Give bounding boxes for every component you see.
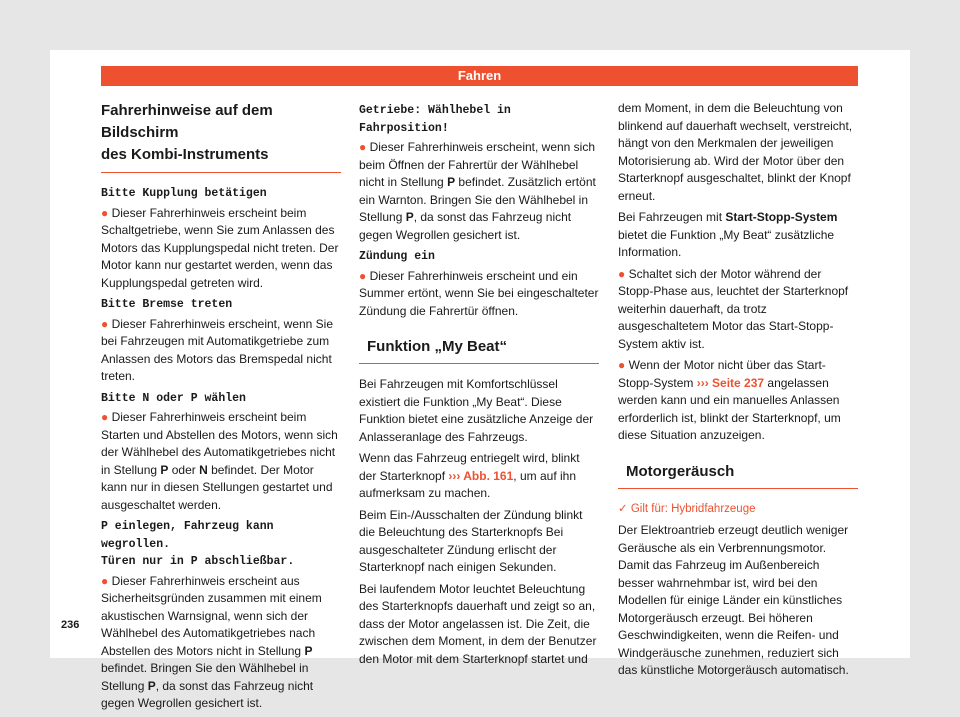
column-2 — [359, 100, 599, 672]
page-link[interactable]: ››› Seite 237 — [696, 375, 765, 390]
chapter-title — [101, 100, 341, 173]
section-header-band — [101, 66, 858, 86]
paragraph: ● Wenn der Motor nicht über das Start-Stopp-System ››› Seite 237 angelassen werden kann und ein manuelles Anlassen erforderlich ist, blinkt der Starterknopf, um diese Situation anzuzeigen. — [618, 358, 841, 442]
section-header: Fahren — [457, 68, 502, 83]
paragraph: ● Schaltet sich der Motor während der Stopp-Phase aus, leuchtet der Starterknopf weiterhin dauerhaft, da trotz ausgeschaltetem Motor das Start-Stopp-System aktiv ist. — [618, 266, 849, 351]
message-heading: P einlegen, Fahrzeug kann wegrollen. Türen nur in P abschließbar. — [101, 520, 295, 568]
bullet-icon: ● — [101, 410, 112, 424]
bullet-icon: ● — [101, 205, 112, 220]
bullet-icon: ● — [618, 266, 629, 281]
message-heading: Zündung ein — [359, 250, 435, 263]
paragraph: ● Dieser Fahrerhinweis erscheint aus Sicherheitsgründen zusammen mit einem akustischen Warnsignal, wenn sich der Wählhebel des Automatikgetriebes nach Abstellen des Motors nicht in Stellung P befindet. Bringen Sie den Wählhebel in Stellung P, da sonst das Fahrzeug nicht gegen Wegrollen gesichert ist. — [101, 573, 322, 710]
checkmark-icon: ✓ — [618, 502, 631, 515]
paragraph: ● Dieser Fahrerhinweis erscheint, wenn Sie bei Fahrzeugen mit Automatikgetriebe zum Anlassen des Motors das Bremspedal nicht treten. — [101, 316, 334, 383]
message-heading: Bitte N oder P wählen — [101, 391, 246, 405]
figure-link[interactable]: ››› Abb. 161 — [448, 468, 514, 483]
paragraph: Beim Ein-/Ausschalten der Zündung blinkt die Beleuchtung des Starterknopfs Bei ausgeschalteter Zündung erlischt der Starterknopf nach einigen Sekunden. — [359, 507, 583, 574]
applies-to-note: ✓ Gilt für: Hybridfahrzeuge — [618, 502, 756, 515]
paragraph: Bei Fahrzeugen mit Start-Stopp-System bietet die Funktion „My Beat“ zusätzliche Information. — [618, 210, 838, 259]
message-heading: Bitte Bremse treten — [101, 298, 233, 311]
bullet-icon: ● — [618, 358, 629, 372]
column-1 — [101, 100, 341, 717]
section-title-motorgeraeusch: Motorgeräusch — [618, 461, 858, 489]
chapter-title-line-1: Fahrerhinweise auf dem Bildschirm — [101, 102, 273, 141]
paragraph: Bei Fahrzeugen mit Komfortschlüssel existiert die Funktion „My Beat“. Diese Funktion bietet eine zusätzliche Anzeige der Anlasseranlage des Fahrzeugs. — [359, 377, 594, 444]
paragraph: ● Dieser Fahrerhinweis erscheint beim Schaltgetriebe, wenn Sie zum Anlassen des Motors das Kupplungspedal nicht treten. Der Motor kann nur gestartet werden, wenn das Kupplungspedal getreten wird. — [101, 205, 339, 290]
message-heading: Bitte Kupplung betätigen — [101, 187, 267, 200]
message-heading: Getriebe: Wählhebel in Fahrposition! — [359, 104, 511, 135]
page-number: 236 — [61, 619, 80, 631]
paragraph: ● Dieser Fahrerhinweis erscheint beim Starten und Abstellen des Motors, wenn sich der Wählhebel des Automatikgetriebes nicht in Stellung P oder N befindet. Der Motor kann nur in diesen Stellungen gestartet und ausgeschaltet werden. — [101, 410, 338, 512]
bullet-icon: ● — [101, 573, 112, 588]
section-title-my-beat: Funktion „My Beat“ — [359, 336, 599, 364]
paragraph: Wenn das Fahrzeug entriegelt wird, blinkt der Starterknopf ››› Abb. 161, um auf ihn aufmerksam zu machen. — [359, 451, 580, 500]
paragraph: ● Dieser Fahrerhinweis erscheint, wenn sich beim Öffnen der Fahrertür der Wählhebel nicht in Stellung P befindet. Zusätzlich ertönt ein Warnton. Bringen Sie den Wählhebel in Stellung P, da sonst das Fahrzeug nicht gegen Wegrollen gesichert ist. — [359, 140, 596, 242]
bullet-icon: ● — [101, 316, 112, 331]
paragraph: dem Moment, in dem die Beleuchtung von blinkend auf dauerhaft wechselt, verstreicht, hängt von den Merkmalen der jeweiligen Motorisierung ab. Wird der Motor über den Starterknopf ausgeschaltet, blinkt der Knopf erneut. — [618, 101, 853, 203]
bullet-icon: ● — [359, 268, 370, 283]
column-3 — [618, 100, 858, 684]
paragraph: Der Elektroantrieb erzeugt deutlich weniger Geräusche als ein Verbrennungsmotor. Damit das Fahrzeug im Außenbereich besser wahrnehmbar ist, wird bei den Modellen für einige Länder ein künstliches Motorgeräusch erzeugt. Bei höheren Geschwindigkeiten, wenn die Reifen- und Windgeräusche zunehmen, reduziert sich das künstliche Motorgeräusch automatisch. — [618, 523, 849, 677]
bullet-icon: ● — [359, 140, 370, 154]
chapter-title-line-2: des Kombi-Instruments — [101, 146, 269, 163]
paragraph: ● Dieser Fahrerhinweis erscheint und ein Summer ertönt, wenn Sie bei eingeschalteter Zündung die Fahrertür öffnen. — [359, 268, 599, 318]
paragraph: Bei laufendem Motor leuchtet Beleuchtung des Starterknopfs dauerhaft und zeigt so an, dass der Motor angelassen ist. Die Zeit, die zwischen dem Moment, in dem der Benutzer den Motor mit dem Starterknopf startet und — [359, 581, 597, 666]
